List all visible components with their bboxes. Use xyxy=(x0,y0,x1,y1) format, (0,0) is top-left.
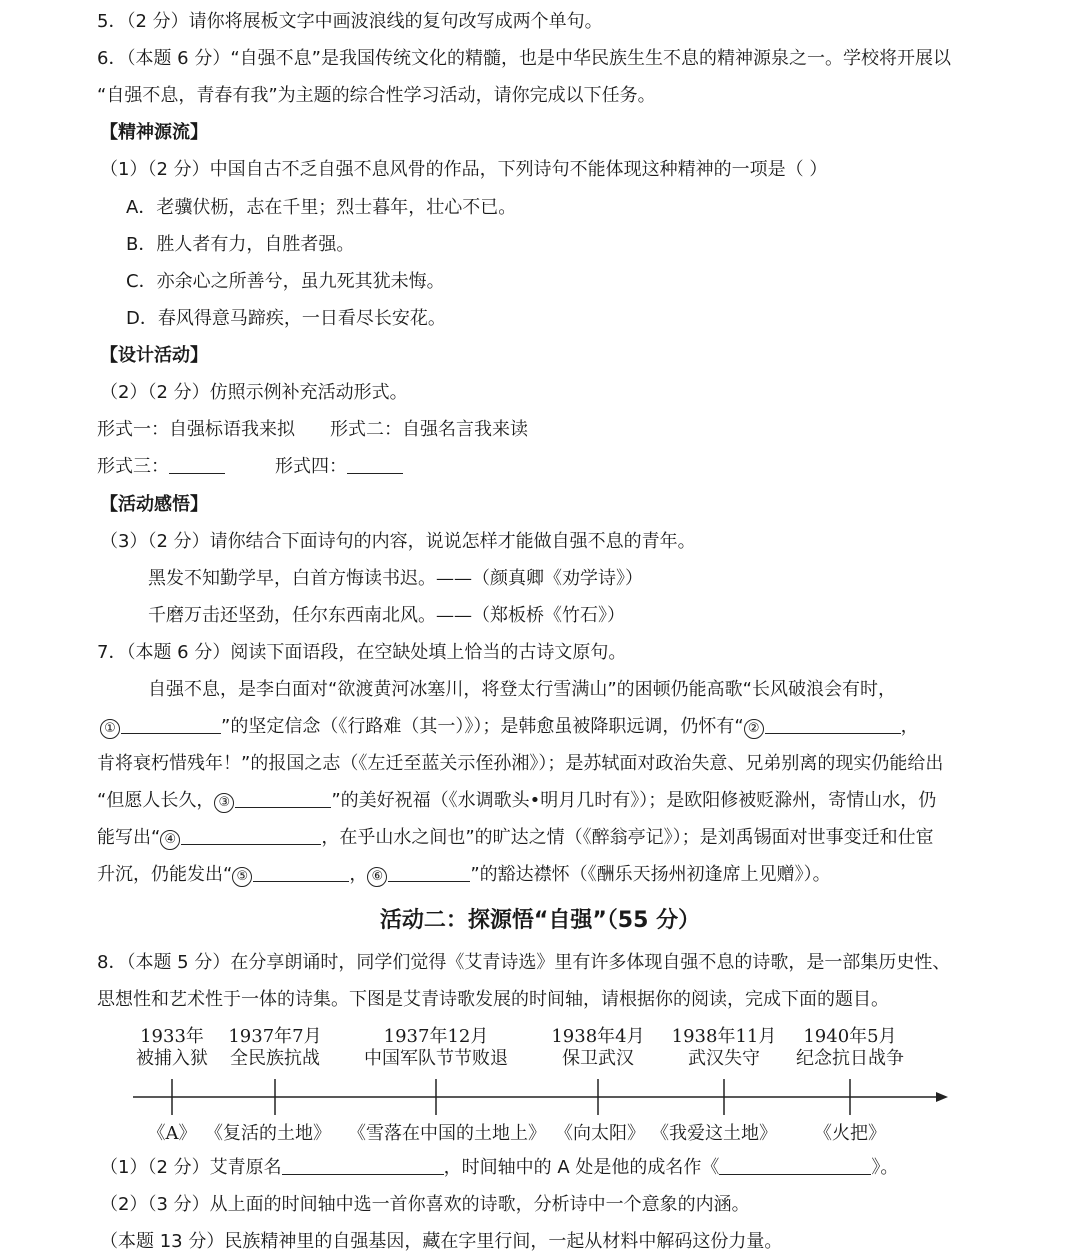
blank-4[interactable] xyxy=(181,826,321,845)
question-7-line-6 xyxy=(97,863,831,887)
original-name-blank[interactable] xyxy=(282,1156,444,1175)
question-7-line-1: 自强不息，是李白面对“欲渡黄河冰塞川，将登太行雪满山”的困顿仍能高歌“长风破浪会有时， xyxy=(148,679,896,700)
timeline-event: 被捕入狱 xyxy=(136,1048,208,1069)
question-6-sub2: （2）（2 分）仿照示例补充活动形式。 xyxy=(100,382,408,403)
question-7-line-3: 肯将衰朽惜残年！”的报国之志（《左迁至蓝关示侄孙湘》）；是苏轼面对政治失意、兄弟别离的现实仍能给出 xyxy=(97,753,944,774)
blank-number-1: ① xyxy=(100,719,120,739)
question-5: 5．（2 分）请你将展板文字中画波浪线的复句改写成两个单句。 xyxy=(97,11,603,32)
question-6-sub3: （3）（2 分）请你结合下面诗句的内容，说说怎样才能做自强不息的青年。 xyxy=(100,531,696,552)
option-b: B．胜人者有力，自胜者强。 xyxy=(126,234,355,255)
q7-text-5b: ，在乎山水之间也”的旷达之情（《醉翁亭记》）；是刘禹锡面对世事变迁和仕宦 xyxy=(321,827,934,848)
blank-6[interactable] xyxy=(388,863,470,882)
timeline-work: 《雪落在中国的土地上》 xyxy=(348,1123,546,1144)
timeline-date: 1938年11月 xyxy=(671,1026,777,1047)
timeline-event: 全民族抗战 xyxy=(230,1048,320,1069)
timeline-work: 《向太阳》 xyxy=(555,1123,645,1144)
option-a: A．老骥伏枥，志在千里；烈士暮年，壮心不已。 xyxy=(126,197,517,218)
question-7-line-5 xyxy=(97,826,934,850)
q7-text-6a: 升沉，仍能发出“ xyxy=(97,864,233,885)
q8-sub1-a: （1）（2 分）艾青原名 xyxy=(100,1157,282,1178)
timeline-date: 1940年5月 xyxy=(803,1026,897,1047)
q7-text-6c: ”的豁达襟怀（《酬乐天扬州初逢席上见赠》）。 xyxy=(470,864,831,885)
blank-number-3: ③ xyxy=(214,793,234,813)
q8-sub1-c: 》。 xyxy=(871,1157,899,1178)
timeline-event: 纪念抗日战争 xyxy=(796,1048,904,1069)
blank-2[interactable] xyxy=(765,715,901,734)
section-heading-origin: 【精神源流】 xyxy=(100,122,208,143)
form-4-blank[interactable] xyxy=(347,455,403,474)
question-6-sub1: （1）（2 分）中国自古不乏自强不息风骨的作品，下列诗句不能体现这种精神的一项是（ ） xyxy=(100,159,828,180)
famous-work-blank[interactable] xyxy=(719,1156,871,1175)
blank-1[interactable] xyxy=(121,715,221,734)
q7-text-2b: ， xyxy=(900,716,919,737)
timeline-arrow-icon xyxy=(936,1092,948,1102)
activity-form-4 xyxy=(275,455,403,479)
question-7-line-4 xyxy=(97,789,936,813)
timeline-date: 1937年12月 xyxy=(383,1026,489,1047)
blank-number-2: ② xyxy=(744,719,764,739)
question-8-stem-cont: 思想性和艺术性于一体的诗集。下图是艾青诗歌发展的时间轴，请根据你的阅读，完成下面的题目。 xyxy=(97,989,889,1010)
activity-2-heading: 活动二：探源悟“自强”（55 分） xyxy=(379,908,701,933)
section-heading-reflection: 【活动感悟】 xyxy=(100,494,208,515)
section-heading-design: 【设计活动】 xyxy=(100,345,208,366)
poem-line-2: 千磨万击还坚劲，任尔东西南北风。——（郑板桥《竹石》） xyxy=(148,605,625,626)
q7-text-6b: ， xyxy=(349,864,368,885)
activity-form-1: 形式一：自强标语我来拟 xyxy=(97,419,295,440)
question-7-stem: 7．（本题 6 分）阅读下面语段，在空缺处填上恰当的古诗文原句。 xyxy=(97,642,627,663)
blank-number-5: ⑤ xyxy=(232,867,252,887)
blank-3[interactable] xyxy=(235,789,331,808)
activity-form-2: 形式二：自强名言我来读 xyxy=(330,419,528,440)
blank-number-4: ④ xyxy=(160,830,180,850)
activity-form-3 xyxy=(97,455,225,479)
timeline-event: 中国军队节节败退 xyxy=(364,1048,508,1069)
timeline-date: 1933年 xyxy=(140,1026,204,1047)
form-3-blank[interactable] xyxy=(169,455,225,474)
q7-text-2a: ”的坚定信念（《行路难（其一）》）；是韩愈虽被降职远调，仍怀有“ xyxy=(221,716,744,737)
q7-text-4b: ”的美好祝福（《水调歌头•明月几时有》）；是欧阳修被贬滁州，寄情山水，仍 xyxy=(331,790,937,811)
timeline-date: 1938年4月 xyxy=(551,1026,645,1047)
option-d: D．春风得意马蹄疾，一日看尽长安花。 xyxy=(126,308,446,329)
form-4-label: 形式四： xyxy=(275,456,347,477)
q7-text-4a: “但愿人长久， xyxy=(97,790,215,811)
timeline-event: 保卫武汉 xyxy=(562,1048,634,1069)
question-6-stem: 6．（本题 6 分）“自强不息”是我国传统文化的精髓，也是中华民族生生不息的精神源泉之一。学校将开展以 xyxy=(97,48,951,69)
timeline-work: 《火把》 xyxy=(814,1123,886,1144)
timeline-work: 《复活的土地》 xyxy=(205,1123,331,1144)
timeline-event: 武汉失守 xyxy=(688,1048,760,1069)
question-8-stem: 8．（本题 5 分）在分享朗诵时，同学们觉得《艾青诗选》里有许多体现自强不息的诗歌，是一部集历史性、 xyxy=(97,952,951,973)
question-6-stem-cont: “自强不息，青春有我”为主题的综合性学习活动，请你完成以下任务。 xyxy=(97,85,656,106)
blank-5[interactable] xyxy=(253,863,349,882)
question-8-sub1 xyxy=(100,1156,898,1180)
form-3-label: 形式三： xyxy=(97,456,169,477)
q7-text-5a: 能写出“ xyxy=(97,827,161,848)
question-9-stem: （本题 13 分）民族精神里的自强基因，藏在字里行间，一起从材料中解码这份力量。 xyxy=(100,1231,783,1252)
poem-line-1: 黑发不知勤学早，白首方悔读书迟。——（颜真卿《劝学诗》） xyxy=(148,568,643,589)
q8-sub1-b: ，时间轴中的 A 处是他的成名作《 xyxy=(443,1157,720,1178)
question-8-sub2: （2）（3 分）从上面的时间轴中选一首你喜欢的诗歌，分析诗中一个意象的内涵。 xyxy=(100,1194,750,1215)
blank-number-6: ⑥ xyxy=(367,867,387,887)
timeline-date: 1937年7月 xyxy=(228,1026,322,1047)
question-7-line-2 xyxy=(100,715,919,739)
aiqing-timeline xyxy=(0,1018,1080,1148)
timeline-work: 《我爱这土地》 xyxy=(651,1123,777,1144)
option-c: C．亦余心之所善兮，虽九死其犹未悔。 xyxy=(126,271,445,292)
timeline-work: 《A》 xyxy=(147,1123,197,1144)
